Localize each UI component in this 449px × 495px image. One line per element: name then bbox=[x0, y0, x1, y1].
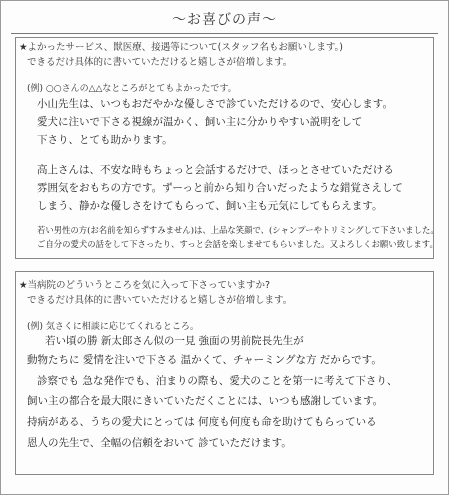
section-1-handwritten-line: 高上さんは、不安な時もちょっと会話するだけで、ほっとさせていただける bbox=[37, 164, 394, 176]
section-2-instruction: できるだけ具体的に書いていただけると嬉しさが倍増します。 bbox=[27, 295, 293, 306]
section-1-handwritten-line: 雰囲気をおもちの方です。ずーっと前から知り合いだったような錯覚さえして bbox=[37, 182, 403, 194]
section-2-question: ★当病院のどういうところを気に入って下さっていますか? bbox=[19, 280, 271, 291]
section-1-handwritten-line: 愛犬に注いで下さる視線が温かく、飼い主に分かりやすい説明をして bbox=[37, 116, 363, 128]
section-1-handwritten-line: 小山先生は、いつもおだやかな優しさで診ていただけるので、安心します。 bbox=[37, 98, 393, 110]
section-1-handwritten-line: しまう、静かな優しさをけてもらって、飼い主も元気にしてもらえます。 bbox=[37, 200, 383, 212]
section-2-handwritten-line: 恩人の先生で、全幅の信頼をおいて 診ていただけます。 bbox=[27, 437, 292, 449]
section-1-handwritten-line: 若い男性の方(お名前を知らずすみません)は、上品な笑顔で、(シャンプーやトリミングして下さいました。 bbox=[37, 225, 439, 235]
page-title: ～お喜びの声～ bbox=[172, 12, 277, 28]
section-1-example: (例) ○○さんの△△なところがとてもよかったです。 bbox=[27, 84, 237, 94]
section-2-handwritten-line: 診察でも 急な発作でも、泊まりの際も、愛犬のことを第一に考えて下さり、 bbox=[37, 375, 398, 387]
section-1-instruction: できるだけ具体的に書いていただけると嬉しさが倍増します。 bbox=[27, 57, 293, 68]
section-1-handwritten-line: ご自分の愛犬の話をして下さったり、すっと会話を楽しませてもらいました。又よろしくお願い致します。 bbox=[37, 239, 438, 249]
title-divider bbox=[11, 33, 438, 34]
section-2-handwritten-line: 飼い主の都合を最大限にきいていただくことには、いつも感謝しています。 bbox=[27, 395, 384, 407]
section-1-handwritten-line: 下さり、とても助かります。 bbox=[37, 134, 173, 146]
section-2-handwritten-line: 動物たちに 愛情を注いで下さる 温かくて、チャーミングな方 だからです。 bbox=[27, 354, 382, 366]
section-1-question: ★よかったサービス、獣医療、接遇等について(スタッフ名もお願いします。) bbox=[19, 42, 344, 53]
section-2-example: (例) 気さくに相談に応じてくれるところ。 bbox=[27, 322, 199, 332]
section-2-handwritten-line: 持病がある、うちの愛犬にとっては 何度も何度も命を助けてもらっている bbox=[27, 416, 377, 428]
section-2-handwritten-line: 若い頃の勝 新太郎さん似の一見 強面の男前院長先生が bbox=[45, 335, 304, 347]
